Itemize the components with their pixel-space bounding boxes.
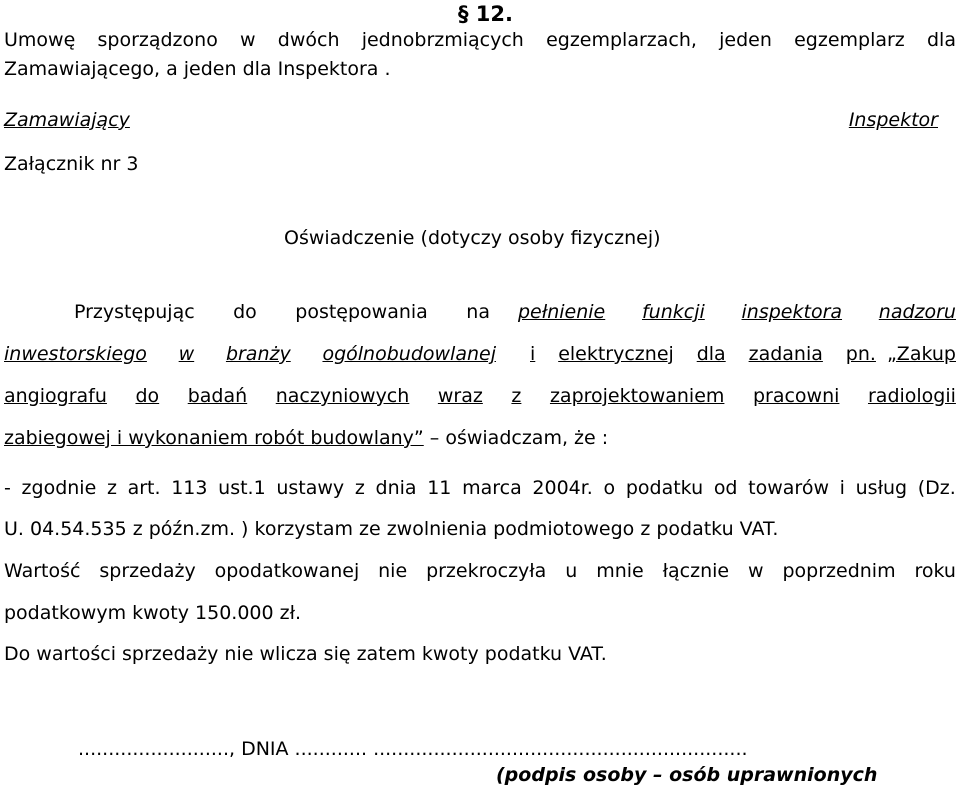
word: podatku [625, 477, 704, 499]
word: w [240, 29, 256, 51]
attachment-label: Załącznik nr 3 [4, 153, 139, 175]
word: Przystępując [74, 301, 195, 323]
word: jednobrzmiących [361, 29, 524, 51]
body-line-1 [74, 300, 956, 324]
word: w [178, 343, 195, 365]
word: roku [914, 560, 956, 582]
word: 113 [171, 477, 208, 499]
word: dla [927, 29, 956, 51]
word: Umowę [4, 29, 76, 51]
signature-caption: (podpis osoby – osób uprawnionych [496, 764, 878, 786]
word: 11 [427, 477, 452, 499]
place-date-line: ........................., DNIA ............ .............................................................. [78, 738, 748, 760]
word: pracowni [752, 385, 840, 407]
body-line-2-quote: „Zakup [886, 343, 956, 365]
party-inspector: Inspektor [848, 109, 938, 131]
word: usług [855, 477, 908, 499]
word: marca [462, 477, 522, 499]
vat-line-4: podatkowym kwoty 150.000 zł. [4, 602, 302, 624]
word: od [713, 477, 738, 499]
word: łącznie [662, 560, 730, 582]
word: do [233, 301, 257, 323]
word: nadzoru [878, 301, 956, 323]
intro-line-1 [4, 28, 956, 52]
word: jeden [719, 29, 772, 51]
word: zadania [748, 343, 823, 365]
word: badań [187, 385, 248, 407]
word: przekroczyła [426, 560, 547, 582]
word: zgodnie [21, 477, 97, 499]
word: Wartość [4, 560, 81, 582]
word: towarów [748, 477, 829, 499]
word: i [530, 343, 536, 365]
word: egzemplarzach, [546, 29, 697, 51]
body-line-3 [4, 384, 956, 408]
word: ogólnobudowlanej [322, 343, 496, 365]
word: do [135, 385, 160, 407]
word: art. [127, 477, 161, 499]
word: i [839, 477, 845, 499]
word: naczyniowych [275, 385, 410, 407]
body-line-2-plain [530, 342, 876, 366]
party-orderer: Zamawiający [4, 109, 130, 131]
word: ust.1 [218, 477, 266, 499]
body-line-2 [4, 342, 956, 366]
word: inspektora [741, 301, 843, 323]
word: dla [696, 343, 726, 365]
word: na [466, 301, 490, 323]
word: nie [378, 560, 408, 582]
word: elektrycznej [558, 343, 674, 365]
word: radiologii [867, 385, 956, 407]
body-line-4-underlined: zabiegowej i wykonaniem robót budowlany” [4, 427, 424, 449]
word: 2004r. [532, 477, 593, 499]
word: poprzednim [782, 560, 896, 582]
body-line-2-rest [530, 342, 956, 366]
word: dwóch [277, 29, 340, 51]
body-line-1-italic [518, 300, 956, 324]
word: dnia [375, 477, 417, 499]
body-line-4-rest: – oświadczam, że : [429, 427, 609, 449]
body-line-1-plain [74, 300, 490, 324]
word: sporządzono [97, 29, 218, 51]
word: opodatkowanej [214, 560, 360, 582]
body-line-2-italic [4, 342, 496, 366]
word: (Dz. [917, 477, 956, 499]
vat-line-2: U. 04.54.535 z późn.zm. ) korzystam ze zwolnienia podmiotowego z podatku VAT. [4, 518, 779, 540]
word: egzemplarz [794, 29, 905, 51]
vat-line-1 [4, 476, 956, 500]
vat-line-5: Do wartości sprzedaży nie wlicza się zatem kwoty podatku VAT. [4, 643, 607, 665]
body-line-4 [4, 426, 956, 450]
declaration-title: Oświadczenie (dotyczy osoby fizycznej) [284, 227, 661, 249]
section-heading: § 12. [458, 2, 514, 26]
intro-line-2: Zamawiającego, a jeden dla Inspektora . [4, 58, 391, 80]
word: inwestorskiego [4, 343, 147, 365]
word: z [354, 477, 365, 499]
word: wraz [437, 385, 483, 407]
word: mnie [596, 560, 644, 582]
word: ustawy [276, 477, 345, 499]
word: branży [225, 343, 291, 365]
word: u [565, 560, 578, 582]
word: sprzedaży [99, 560, 196, 582]
word: - [4, 477, 11, 499]
word: z [106, 477, 117, 499]
word: angiografu [4, 385, 107, 407]
word: z [511, 385, 522, 407]
word: postępowania [295, 301, 428, 323]
word: w [748, 560, 764, 582]
word: zaprojektowaniem [549, 385, 725, 407]
word: pełnienie [518, 301, 606, 323]
word: funkcji [641, 301, 705, 323]
word: o [603, 477, 616, 499]
vat-line-3 [4, 559, 956, 583]
word: pn. [845, 343, 876, 365]
